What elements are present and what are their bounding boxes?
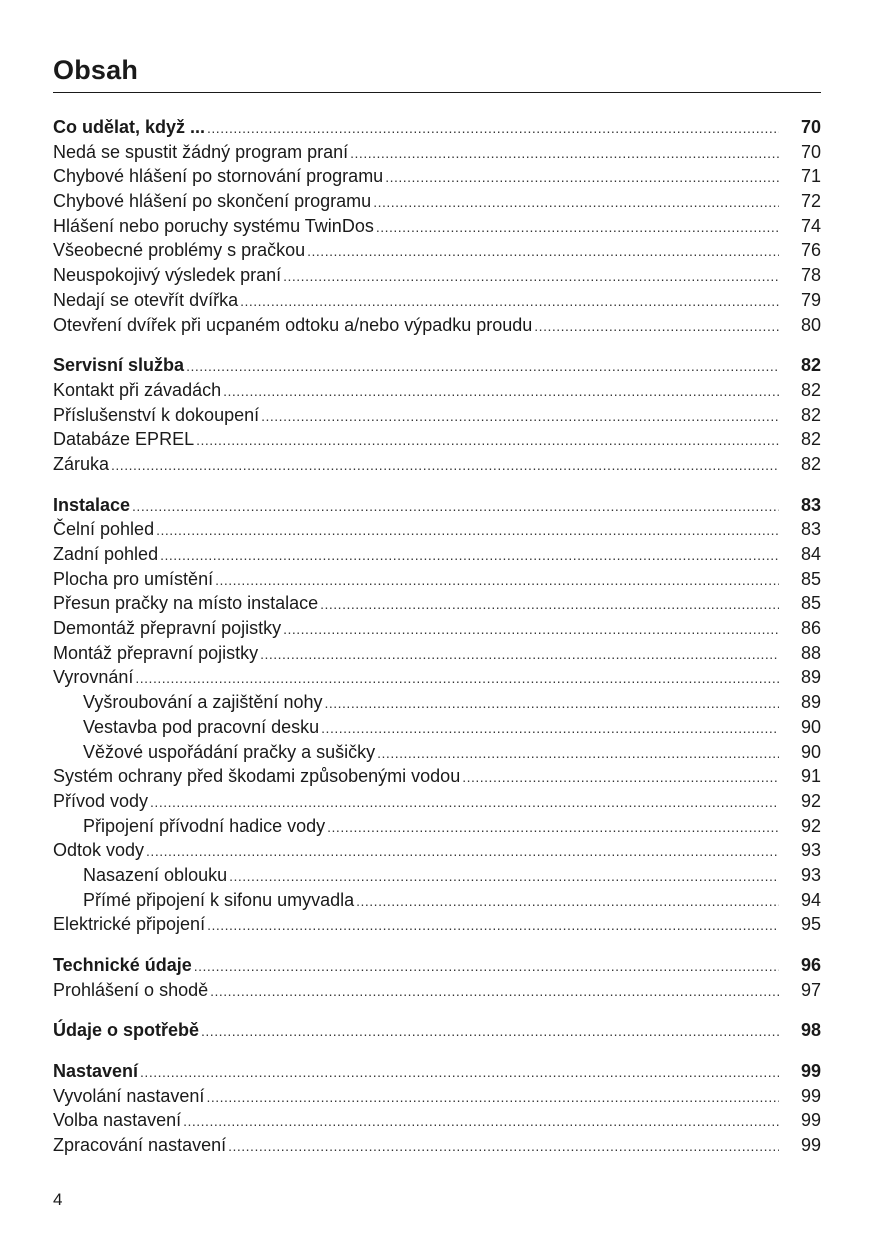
toc-entry-page: 80 — [800, 314, 821, 335]
toc-chapter-entry[interactable] — [53, 353, 821, 378]
dot-leader — [534, 314, 779, 338]
dot-leader — [385, 165, 779, 189]
toc-entry-label: Vyrovnání — [53, 667, 134, 688]
toc-entry[interactable] — [53, 427, 821, 452]
toc-entry[interactable] — [53, 814, 821, 839]
toc-entry-page: 85 — [800, 568, 821, 589]
dot-leader — [215, 568, 779, 592]
toc-entry-page: 93 — [800, 864, 821, 885]
dot-leader — [228, 1134, 779, 1158]
toc-entry-label: Montáž přepravní pojistky — [53, 642, 259, 663]
toc-entry-label: Věžové uspořádání pračky a sušičky — [83, 741, 376, 762]
dot-leader — [260, 642, 779, 666]
toc-entry[interactable] — [53, 288, 821, 313]
dot-leader — [321, 716, 779, 740]
toc-entry-page: 97 — [800, 979, 821, 1000]
toc-entry[interactable] — [53, 838, 821, 863]
dot-leader — [240, 289, 779, 313]
dot-leader — [160, 543, 779, 567]
toc-entry-label: Plocha pro umístění — [53, 568, 214, 589]
toc-entry[interactable] — [53, 452, 821, 477]
toc-entry-label: Odtok vody — [53, 840, 145, 861]
dot-leader — [229, 864, 779, 888]
toc-entry[interactable] — [53, 690, 821, 715]
toc-entry-page: 88 — [800, 642, 821, 663]
toc-entry-page: 96 — [800, 955, 821, 975]
dot-leader — [156, 518, 779, 542]
dot-leader — [350, 141, 779, 165]
toc-section — [53, 493, 821, 937]
toc-entry-page: 76 — [800, 240, 821, 261]
dot-leader — [206, 1085, 779, 1109]
toc-entry[interactable] — [53, 764, 821, 789]
toc-entry-page: 79 — [800, 289, 821, 310]
toc-entry[interactable] — [53, 641, 821, 666]
toc-entry-label: Instalace — [53, 494, 131, 515]
toc-entry-page: 70 — [800, 141, 821, 162]
toc-entry-label: Neuspokojivý výsledek praní — [53, 265, 282, 286]
page-title: Obsah — [53, 55, 139, 85]
toc-entry-label: Otevření dvířek při ucpaném odtoku a/nebo výpadku proudu — [53, 314, 533, 335]
dot-leader — [146, 839, 779, 863]
toc-entry[interactable] — [53, 978, 821, 1003]
toc-entry[interactable] — [53, 263, 821, 288]
toc-entry-label: Příslušenství k dokoupení — [53, 404, 260, 425]
toc-entry[interactable] — [53, 313, 821, 338]
toc-entry-page: 70 — [800, 117, 821, 137]
toc-entry-page: 83 — [800, 494, 821, 515]
toc-entry-page: 99 — [800, 1110, 821, 1131]
toc-entry-label: Připojení přívodní hadice vody — [83, 815, 326, 836]
dot-leader — [207, 913, 779, 937]
toc-entry[interactable] — [53, 542, 821, 567]
toc-entry[interactable] — [53, 740, 821, 765]
dot-leader — [140, 1060, 779, 1084]
dot-leader — [324, 691, 779, 715]
toc-entry[interactable] — [53, 665, 821, 690]
toc-entry-page: 91 — [800, 766, 821, 787]
table-of-contents — [53, 115, 821, 1174]
toc-entry[interactable] — [53, 378, 821, 403]
dot-leader — [377, 741, 779, 765]
toc-entry-label: Nasazení oblouku — [83, 864, 228, 885]
toc-entry-page: 84 — [800, 544, 821, 564]
dot-leader — [283, 264, 779, 288]
toc-entry-label: Technické údaje — [53, 955, 192, 975]
toc-entry[interactable] — [53, 591, 821, 616]
dot-leader — [356, 889, 779, 913]
toc-entry-page: 89 — [800, 667, 821, 688]
dot-leader — [283, 617, 779, 641]
toc-entry-page: 83 — [800, 519, 821, 540]
dot-leader — [183, 1109, 779, 1133]
toc-entry-page: 82 — [800, 379, 821, 400]
title-divider — [53, 92, 821, 93]
toc-entry-label: Chybové hlášení po skončení programu — [53, 191, 372, 212]
toc-entry-label: Vyšroubování a zajištění nohy — [83, 692, 323, 713]
toc-entry-label: Přívod vody — [53, 790, 149, 811]
toc-entry[interactable] — [53, 164, 821, 189]
toc-section — [53, 953, 821, 1002]
toc-entry[interactable] — [53, 912, 821, 937]
dot-leader — [196, 428, 779, 452]
toc-entry-label: Volba nastavení — [53, 1110, 182, 1131]
toc-entry-label: Servisní služba — [53, 355, 185, 376]
toc-entry-page: 82 — [800, 453, 821, 474]
dot-leader — [111, 453, 779, 477]
dot-leader — [373, 190, 779, 214]
toc-entry-label: Elektrické připojení — [53, 914, 206, 935]
toc-entry-page: 72 — [800, 191, 821, 212]
toc-entry-label: Záruka — [53, 453, 110, 474]
toc-entry-page: 89 — [800, 692, 821, 713]
toc-entry-page: 90 — [800, 716, 821, 737]
toc-entry[interactable] — [53, 517, 821, 542]
dot-leader — [210, 979, 779, 1003]
toc-section — [53, 353, 821, 476]
toc-entry-page: 85 — [800, 593, 821, 614]
toc-entry[interactable] — [53, 403, 821, 428]
toc-entry[interactable] — [53, 189, 821, 214]
toc-chapter-entry[interactable] — [53, 1018, 821, 1043]
dot-leader — [261, 404, 779, 428]
toc-entry-label: Hlášení nebo poruchy systému TwinDos — [53, 215, 374, 236]
dot-leader — [201, 1019, 779, 1043]
dot-leader — [194, 954, 779, 978]
toc-entry[interactable] — [53, 214, 821, 239]
dot-leader — [135, 666, 779, 690]
toc-entry-label: Prohlášení o shodě — [53, 979, 209, 1000]
toc-section — [53, 1018, 821, 1043]
dot-leader — [376, 215, 779, 239]
toc-entry[interactable] — [53, 863, 821, 888]
toc-entry[interactable] — [53, 567, 821, 592]
toc-entry-page: 86 — [800, 618, 821, 639]
toc-chapter-entry[interactable] — [53, 953, 821, 978]
toc-chapter-entry[interactable] — [53, 1059, 821, 1084]
toc-entry[interactable] — [53, 715, 821, 740]
dot-leader — [320, 592, 779, 616]
toc-entry[interactable] — [53, 888, 821, 913]
toc-entry-label: Údaje o spotřebě — [53, 1020, 200, 1041]
toc-entry-label: Vyvolání nastavení — [53, 1085, 205, 1106]
toc-entry-page: 99 — [800, 1085, 821, 1106]
toc-entry-page: 82 — [800, 429, 821, 450]
toc-entry-label: Nedají se otevřít dvířka — [53, 289, 239, 310]
toc-entry-label: Čelní pohled — [53, 519, 155, 540]
dot-leader — [327, 815, 779, 839]
dot-leader — [207, 116, 779, 140]
toc-entry[interactable] — [53, 1133, 821, 1158]
toc-section — [53, 1059, 821, 1158]
toc-entry[interactable] — [53, 238, 821, 263]
toc-entry-label: Demontáž přepravní pojistky — [53, 618, 282, 639]
toc-entry[interactable] — [53, 789, 821, 814]
toc-entry[interactable] — [53, 1108, 821, 1133]
page-number: 4 — [53, 1190, 63, 1209]
dot-leader — [186, 354, 779, 378]
dot-leader — [150, 790, 779, 814]
toc-entry-page: 71 — [800, 166, 821, 187]
toc-entry[interactable] — [53, 1084, 821, 1109]
toc-chapter-entry[interactable] — [53, 115, 821, 140]
toc-entry-label: Přímé připojení k sifonu umyvadla — [83, 889, 355, 910]
toc-entry-label: Chybové hlášení po stornování programu — [53, 166, 384, 187]
toc-entry-page: 82 — [800, 355, 821, 376]
toc-section — [53, 115, 821, 337]
toc-entry-label: Vestavba pod pracovní desku — [83, 716, 320, 737]
toc-entry[interactable] — [53, 616, 821, 641]
dot-leader — [223, 379, 779, 403]
toc-entry-page: 74 — [800, 215, 821, 236]
toc-entry-page: 95 — [800, 914, 821, 935]
toc-entry-label: Zadní pohled — [53, 544, 159, 564]
toc-entry-page: 94 — [800, 889, 821, 910]
toc-entry-page: 93 — [800, 840, 821, 861]
toc-entry-label: Co udělat, když ... — [53, 117, 206, 137]
toc-entry-label: Všeobecné problémy s pračkou — [53, 240, 306, 261]
toc-chapter-entry[interactable] — [53, 493, 821, 518]
dot-leader — [462, 765, 779, 789]
toc-entry-label: Nastavení — [53, 1061, 139, 1082]
toc-entry-label: Kontakt při závadách — [53, 379, 222, 400]
toc-entry-label: Databáze EPREL — [53, 429, 195, 450]
toc-entry-page: 90 — [800, 741, 821, 762]
toc-entry-page: 92 — [800, 790, 821, 811]
toc-entry-label: Zpracování nastavení — [53, 1135, 227, 1156]
toc-entry-label: Přesun pračky na místo instalace — [53, 593, 319, 614]
toc-entry-page: 78 — [800, 265, 821, 286]
dot-leader — [132, 494, 779, 518]
dot-leader — [307, 239, 779, 263]
toc-entry[interactable] — [53, 140, 821, 165]
toc-entry-page: 82 — [800, 404, 821, 425]
toc-entry-page: 99 — [800, 1061, 821, 1082]
toc-entry-page: 98 — [800, 1020, 821, 1041]
toc-entry-label: Systém ochrany před škodami způsobenými vodou — [53, 766, 461, 787]
toc-entry-page: 92 — [800, 815, 821, 836]
toc-entry-page: 99 — [800, 1135, 821, 1156]
toc-entry-label: Nedá se spustit žádný program praní — [53, 141, 349, 162]
